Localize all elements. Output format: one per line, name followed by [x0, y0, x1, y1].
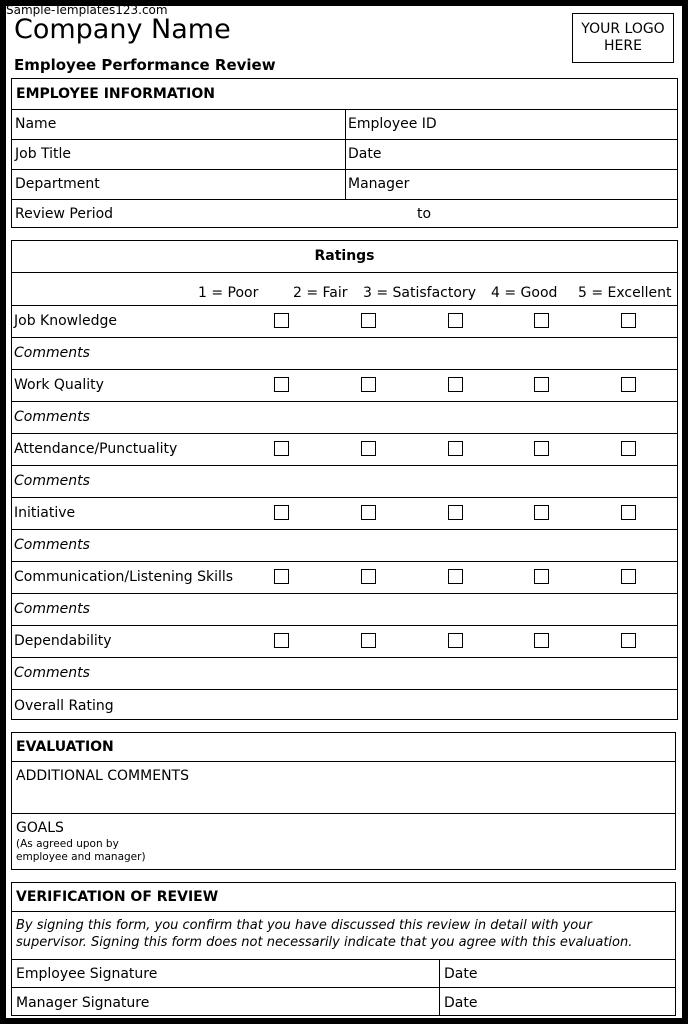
rating-checkbox-2[interactable] — [361, 569, 376, 584]
rating-checkbox-5[interactable] — [621, 569, 636, 584]
ratings-header: Ratings — [314, 248, 375, 264]
employee-info-header: EMPLOYEE INFORMATION — [16, 86, 215, 102]
review-period-field[interactable]: Review Period — [15, 206, 114, 222]
rating-checkbox-3[interactable] — [448, 633, 463, 648]
comments-field[interactable]: Comments — [14, 537, 90, 553]
watermark: Sample-Templates123.com — [6, 3, 168, 17]
evaluation-section — [11, 732, 676, 870]
rating-checkbox-2[interactable] — [361, 377, 376, 392]
rating-checkbox-4[interactable] — [534, 377, 549, 392]
criterion-label: Initiative — [14, 505, 76, 521]
evaluation-header: EVALUATION — [16, 739, 114, 755]
additional-comments-field[interactable]: ADDITIONAL COMMENTS — [16, 768, 189, 784]
comments-field[interactable]: Comments — [14, 601, 90, 617]
rating-checkbox-4[interactable] — [534, 505, 549, 520]
rating-checkbox-4[interactable] — [534, 633, 549, 648]
comments-field[interactable]: Comments — [14, 473, 90, 489]
rating-checkbox-1[interactable] — [274, 313, 289, 328]
comments-field[interactable]: Comments — [14, 345, 90, 361]
rating-checkbox-3[interactable] — [448, 313, 463, 328]
department-field[interactable]: Department — [15, 176, 100, 192]
rating-checkbox-5[interactable] — [621, 313, 636, 328]
employee-id-field[interactable]: Employee ID — [348, 116, 437, 132]
rating-checkbox-1[interactable] — [274, 505, 289, 520]
rating-checkbox-3[interactable] — [448, 441, 463, 456]
rating-checkbox-5[interactable] — [621, 633, 636, 648]
goals-note-1: (As agreed upon by — [16, 838, 119, 850]
company-name: Company Name — [14, 14, 231, 45]
name-field[interactable]: Name — [15, 116, 57, 132]
review-period-to: to — [417, 206, 432, 222]
rating-checkbox-2[interactable] — [361, 441, 376, 456]
rating-checkbox-1[interactable] — [274, 377, 289, 392]
rating-checkbox-3[interactable] — [448, 569, 463, 584]
rating-checkbox-5[interactable] — [621, 441, 636, 456]
criterion-label: Work Quality — [14, 377, 104, 393]
rating-checkbox-4[interactable] — [534, 441, 549, 456]
criterion-label: Dependability — [14, 633, 112, 649]
goals-field[interactable]: GOALS — [16, 820, 64, 836]
verification-text-2: supervisor. Signing this form does not necessarily indicate that you agree with this evaluation. — [16, 935, 633, 950]
rating-checkbox-2[interactable] — [361, 633, 376, 648]
manager-field[interactable]: Manager — [348, 176, 410, 192]
rating-checkbox-2[interactable] — [361, 313, 376, 328]
rating-checkbox-4[interactable] — [534, 313, 549, 328]
rating-checkbox-4[interactable] — [534, 569, 549, 584]
rating-checkbox-1[interactable] — [274, 441, 289, 456]
comments-field[interactable]: Comments — [14, 409, 90, 425]
employee-signature-field[interactable]: Employee Signature — [16, 966, 158, 982]
scale-4: 4 = Good — [491, 285, 558, 301]
manager-signature-field[interactable]: Manager Signature — [16, 995, 150, 1011]
criterion-label: Job Knowledge — [14, 313, 117, 329]
rating-checkbox-2[interactable] — [361, 505, 376, 520]
scale-1: 1 = Poor — [198, 285, 259, 301]
employee-signature-date[interactable]: Date — [444, 966, 478, 982]
rating-checkbox-3[interactable] — [448, 377, 463, 392]
logo-placeholder — [572, 13, 674, 63]
criterion-label: Attendance/Punctuality — [14, 441, 178, 457]
scale-5: 5 = Excellent — [578, 285, 672, 301]
goals-note-2: employee and manager) — [16, 851, 146, 863]
review-form-page — [6, 3, 682, 1018]
ratings-section — [11, 240, 678, 720]
rating-checkbox-1[interactable] — [274, 569, 289, 584]
rating-checkbox-5[interactable] — [621, 377, 636, 392]
criterion-label: Communication/Listening Skills — [14, 569, 234, 585]
rating-checkbox-3[interactable] — [448, 505, 463, 520]
employee-info-section — [11, 78, 678, 228]
rating-checkbox-5[interactable] — [621, 505, 636, 520]
logo-line-1: YOUR LOGO — [581, 21, 665, 37]
logo-line-2: HERE — [604, 38, 642, 54]
verification-header: VERIFICATION OF REVIEW — [16, 889, 219, 905]
manager-signature-date[interactable]: Date — [444, 995, 478, 1011]
overall-rating-label[interactable]: Overall Rating — [14, 698, 114, 714]
form-title: Employee Performance Review — [14, 56, 276, 74]
comments-field[interactable]: Comments — [14, 665, 90, 681]
rating-checkbox-1[interactable] — [274, 633, 289, 648]
verification-text-1: By signing this form, you confirm that you have discussed this review in detail with your — [16, 918, 592, 933]
verification-section — [11, 882, 676, 1016]
job-title-field[interactable]: Job Title — [15, 146, 72, 162]
scale-3: 3 = Satisfactory — [363, 285, 476, 301]
date-field[interactable]: Date — [348, 146, 382, 162]
scale-2: 2 = Fair — [293, 285, 348, 301]
